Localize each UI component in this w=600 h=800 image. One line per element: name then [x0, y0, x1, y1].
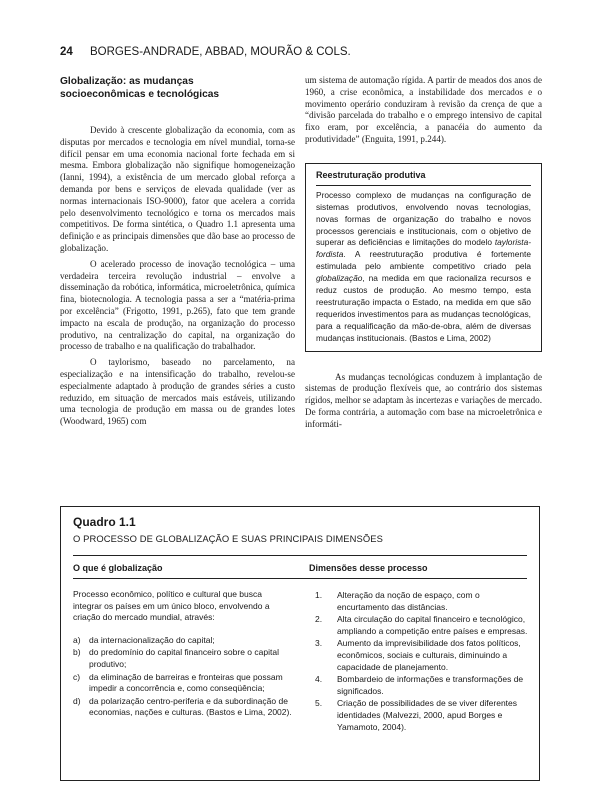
list-marker: 5. [315, 698, 323, 709]
list-marker: c) [73, 671, 81, 682]
right-column [305, 75, 542, 431]
section-title-line-1: Globalização: as mudanças [60, 76, 194, 87]
running-title: BORGES-ANDRADE, ABBAD, MOURÃO & COLS. [90, 46, 351, 58]
quadro-title: Quadro 1.1 [73, 515, 136, 529]
list-item [73, 672, 293, 695]
box-text: , na medida em que racionaliza recursos e reduz custos de produção. Ao mesmo tempo, esta reestruturação impacta o Estado, na medida em que são requeridos investimentos para as mudanças tecnológicas, para a requalificação da mão-de-obra, além de diversas mudanças institucionais. (Bastos e Lima, 2002) [316, 273, 531, 343]
divider [316, 185, 531, 186]
list-text: do predomínio do capital financeiro sobre o capital produtivo; [89, 647, 279, 669]
list-text: da internacionalização do capital; [89, 634, 215, 645]
list-item [73, 647, 293, 670]
divider [73, 578, 527, 579]
definition-box [305, 163, 542, 352]
box-text: . A reestruturação produtiva é fortemente estimulada pelo ambiente competitivo criado pela [316, 249, 531, 272]
quadro-table [60, 506, 540, 781]
quadro-intro: Processo econômico, político e cultural que busca integrar os países em um único bloco, envolvendo a criação do mercado mundial, através: [73, 589, 270, 623]
list-text: Bombardeio de informações e transformações de significados. [337, 674, 524, 696]
box-italic-term: globalização [316, 273, 363, 284]
list-marker: 2. [315, 614, 323, 625]
list-marker: 1. [315, 590, 323, 600]
body-paragraph: As mudanças tecnológicas conduzem à implantação de sistemas de produção flexíveis que, ao contrário dos sistemas rígidos, melhor se adaptam às incertezas e variações de mercado. De forma contrária, a automação com base na microeletrônica e informáti- [305, 371, 542, 429]
list-text: Aumento da imprevisibilidade dos fatos políticos, econômicos, sociais e culturais, diminuindo a capacidade de planejamento. [337, 638, 521, 672]
list-marker: d) [73, 695, 81, 706]
list-item [309, 638, 529, 673]
body-paragraph: O taylorismo, baseado no parcelamento, na especialização e na intensificação do trabalho, revelou-se especialmente adaptado à produção de grandes séries a custo reduzido, em situação de mercados mais estáveis, utilizando uma tecnologia de produção em massa ou de grandes lotes (Woodward, 1965) com [60, 357, 295, 427]
list-marker: a) [73, 634, 81, 645]
box-text: Processo complexo de mudanças na configuração de sistemas produtivos, envolvendo novas tecnologias, novas formas de organização do trabalho e novos processos gerenciais e institucionais, com o objetivo de superar as deficiências e limitações do modelo [316, 189, 531, 248]
quadro-left-cell [73, 589, 293, 719]
column-header-left: O que é globalização [73, 563, 163, 573]
quadro-right-cell [309, 589, 529, 733]
running-header [60, 45, 560, 59]
column-header-right: Dimensões desse processo [309, 563, 428, 573]
box-italic-term: taylorista-fordista [316, 237, 531, 260]
list-item [309, 614, 529, 637]
body-paragraph: O acelerado processo de inovação tecnológica – uma verdadeira terceira revolução industrial – envolve a disseminação da robótica, informática, microeletrônica, química fina, biotecnologia. A tecnologia passa a ser a “matéria-prima por excelência” (Frigotto, 1991, p.265), fato que tem grande impacto na escala de produção, na organização do processo produtivo, na centralização do capital, na organização do processo de trabalho e na qualificação do trabalhador. [60, 258, 295, 352]
definition-box-title: Reestruturação produtiva [316, 169, 426, 180]
list-marker: b) [73, 647, 81, 658]
body-paragraph: Devido à crescente globalização da economia, com as disputas por mercados e tecnologia em nível mundial, torna-se difícil pensar em uma economia nacional forte fechada em si mesma. Embora globalização não signifique homogeneização (Ianni, 1994), a existência de um mercado global reforça a demanda por bens e serviços de elevada qualidade (ver as normas internacionais ISO-9000), fator que acelera a corrida pelo desenvolvimento tecnológico e torna os mercados mais competitivos. De forma sintética, o Quadro 1.1 apresenta uma definição e as principais dimensões que dão base ao processo de globalização. [60, 125, 295, 253]
list-text: Alteração da noção de espaço, com o encurtamento das distâncias. [337, 590, 480, 612]
list-marker: 4. [315, 674, 323, 685]
list-item [73, 696, 293, 719]
left-column [60, 75, 295, 428]
list-text: da eliminação de barreiras e fronteiras que possam impedir a concorrência e, como conseqüência; [89, 671, 283, 694]
divider [73, 555, 527, 556]
list-item [73, 635, 293, 647]
list-text: da polarização centro-periferia e da subordinação de economias, nações e culturas. (Bastos e Lima, 2002). [89, 695, 292, 718]
section-title-line-2: socioeconômicas e tecnológicas [60, 89, 220, 100]
definition-box-body [306, 190, 541, 345]
page-number: 24 [60, 46, 73, 58]
section-title [60, 75, 295, 101]
list-text: Criação de possibilidades de se viver diferentes identidades (Malvezzi, 2000, apud Borges e Yamamoto, 2004). [337, 698, 518, 732]
list-marker: 3. [315, 638, 323, 649]
list-item [309, 590, 529, 613]
body-paragraph: um sistema de automação rígida. A partir de meados dos anos de 1960, a crise econômica, a instabilidade dos mercados e o movimento operário conduziram à revisão da crença de que a “divisão parcelada do trabalho e o emprego intensivo de capital fixo eram, por excelência, a panacéia do aumento da produtividade” (Enguita, 1991, p.244). [305, 75, 542, 144]
quadro-subtitle: O PROCESSO DE GLOBALIZAÇÃO E SUAS PRINCIPAIS DIMENSÕES [73, 533, 383, 544]
list-item [309, 674, 529, 697]
list-item [309, 698, 529, 733]
list-text: Alta circulação do capital financeiro e tecnológico, ampliando a competição entre países e empresas. [337, 614, 528, 636]
